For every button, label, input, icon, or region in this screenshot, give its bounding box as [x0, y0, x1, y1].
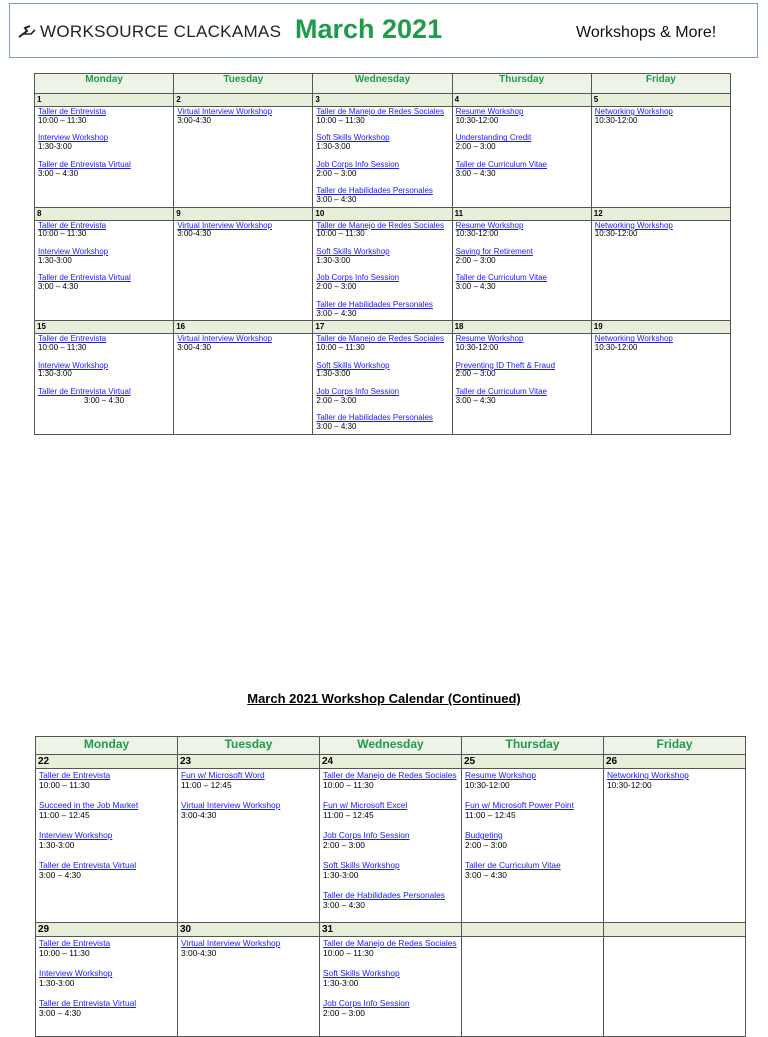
weekday-header: Wednesday: [313, 74, 452, 94]
workshop-link[interactable]: Fun w/ Microsoft Power Point: [465, 800, 574, 810]
workshop-link[interactable]: Virtual Interview Workshop: [177, 220, 273, 230]
workshop-time: 1:30-3:00: [316, 369, 351, 379]
date-number: 16: [174, 321, 313, 334]
day-cell: [452, 107, 591, 208]
workshop-time: 10:30-12:00: [455, 229, 499, 239]
workshop-event: [595, 108, 728, 125]
workshop-time: 1:30-3:00: [39, 978, 75, 988]
date-number: 11: [452, 207, 591, 220]
calendar-march-1: [34, 73, 731, 435]
workshop-time: 1:30-3:00: [38, 142, 72, 152]
weekday-header: Thursday: [462, 737, 604, 755]
workshop-link[interactable]: Succeed in the Job Market: [39, 800, 139, 810]
workshop-event: [595, 222, 728, 239]
workshop-event: [38, 134, 171, 151]
workshop-link[interactable]: Budgeting: [465, 830, 503, 840]
workshop-time: 10:00 – 11:30: [316, 115, 365, 125]
workshop-time: 2:00 – 3:00: [316, 395, 357, 405]
workshop-event: [607, 770, 743, 790]
day-cell: [452, 334, 591, 435]
workshop-time: 10:00 – 11:30: [323, 780, 374, 790]
workshop-time: 3:00-4:30: [177, 115, 211, 125]
workshop-time: 10:00 – 11:30: [316, 342, 365, 352]
workshop-link[interactable]: Job Corps Info Session: [323, 830, 410, 840]
date-row: [36, 923, 746, 937]
date-number: 23: [178, 755, 320, 769]
date-number: 9: [174, 207, 313, 220]
workshop-link[interactable]: Saving for Retirement: [455, 247, 533, 257]
workshop-event: [456, 108, 589, 125]
workshop-link[interactable]: Job Corps Info Session: [323, 998, 410, 1008]
workshop-link[interactable]: Fun w/ Microsoft Excel: [323, 800, 408, 810]
workshop-event: [316, 248, 449, 265]
logo-text: WORKSOURCE CLACKAMAS: [40, 22, 282, 41]
workshop-event: [316, 362, 449, 379]
workshop-time: 3:00 – 4:30: [316, 194, 357, 204]
workshop-link[interactable]: Job Corps Info Session: [316, 273, 400, 283]
day-cell: [174, 107, 313, 208]
workshop-time: 10:00 – 11:30: [38, 115, 87, 125]
date-row: [35, 207, 731, 220]
workshop-event: [38, 362, 171, 379]
workshop-event: [39, 860, 175, 880]
page-title: March 2021: [295, 14, 443, 44]
workshop-event: [456, 248, 589, 265]
date-number: 26: [604, 755, 746, 769]
workshop-time: 11:00 – 12:45: [39, 810, 90, 820]
workshop-time: 10:00 – 11:30: [39, 780, 90, 790]
workshop-link[interactable]: Taller de Curriculum Vitae: [455, 387, 548, 397]
workshop-time: 10:30-12:00: [594, 115, 638, 125]
workshop-time: 3:00 – 4:30: [316, 308, 357, 318]
workshop-time: 2:00 – 3:00: [323, 1008, 365, 1018]
day-cell: [462, 769, 604, 923]
workshop-time: 1:30-3:00: [38, 255, 72, 265]
workshop-time: 2:00 – 3:00: [316, 168, 357, 178]
workshop-time: 2:00 – 3:00: [316, 282, 357, 292]
date-number: 5: [591, 94, 730, 107]
workshop-link[interactable]: Taller de Habilidades Personales: [316, 186, 433, 196]
workshop-event: [39, 968, 175, 988]
workshop-event: [177, 222, 310, 239]
workshop-link[interactable]: Taller de Curriculum Vitae: [455, 273, 548, 283]
workshop-event: [181, 800, 317, 820]
day-cell: [313, 107, 452, 208]
workshop-link[interactable]: Taller de Entrevista Virtual: [38, 273, 131, 283]
workshop-link[interactable]: Taller de Entrevista: [38, 107, 107, 116]
workshop-link[interactable]: Taller de Manejo de Redes Sociales: [316, 220, 445, 230]
workshop-event: [316, 274, 449, 291]
workshop-link[interactable]: Resume Workshop: [455, 107, 524, 116]
weekday-header: Monday: [36, 737, 178, 755]
workshop-time: 1:30-3:00: [323, 870, 359, 880]
workshop-link[interactable]: Job Corps Info Session: [316, 387, 400, 397]
events-row: [35, 220, 731, 321]
workshop-time: 11:00 – 12:45: [181, 780, 232, 790]
workshop-time: 3:00 – 4:30: [38, 282, 79, 292]
workshop-link[interactable]: Taller de Manejo de Redes Sociales: [323, 938, 457, 948]
date-number: 19: [591, 321, 730, 334]
workshop-time: 3:00 – 4:30: [84, 395, 125, 405]
workshop-time: 2:00 – 3:00: [323, 840, 365, 850]
workshop-link[interactable]: Resume Workshop: [465, 770, 537, 780]
workshop-event: [38, 108, 171, 125]
workshop-link[interactable]: Job Corps Info Session: [316, 159, 400, 169]
workshop-event: [316, 335, 449, 352]
workshop-time: 3:00 – 4:30: [455, 395, 496, 405]
events-row: [36, 769, 746, 923]
day-cell: [452, 220, 591, 321]
workshop-time: 2:00 – 3:00: [465, 840, 507, 850]
workshop-event: [465, 860, 601, 880]
workshop-link[interactable]: Interview Workshop: [38, 360, 109, 370]
workshop-event: [456, 134, 589, 151]
workshop-event: [323, 800, 459, 820]
workshop-link[interactable]: Taller de Entrevista: [38, 220, 107, 230]
workshop-link[interactable]: Soft Skills Workshop: [316, 247, 390, 257]
workshop-link[interactable]: Soft Skills Workshop: [323, 968, 400, 978]
workshop-link[interactable]: Virtual Interview Workshop: [177, 334, 273, 344]
workshop-event: [456, 362, 589, 379]
day-cell: [320, 769, 462, 923]
date-number: 24: [320, 755, 462, 769]
workshop-link[interactable]: Taller de Habilidades Personales: [323, 890, 445, 900]
workshop-link[interactable]: Taller de Entrevista Virtual: [38, 159, 131, 169]
date-number: 12: [591, 207, 730, 220]
weekday-header: Wednesday: [320, 737, 462, 755]
workshop-time: 10:30-12:00: [594, 342, 638, 352]
day-cell: [320, 937, 462, 1037]
day-cell: [35, 220, 174, 321]
day-cell: [591, 220, 730, 321]
workshop-event: [39, 830, 175, 850]
day-cell: [604, 937, 746, 1037]
workshop-time: 10:30-12:00: [607, 780, 652, 790]
date-number: 18: [452, 321, 591, 334]
workshop-event: [39, 998, 175, 1018]
date-number: 31: [320, 923, 462, 937]
date-number: 1: [35, 94, 174, 107]
events-row: [36, 937, 746, 1037]
day-cell: [174, 220, 313, 321]
workshop-event: [39, 938, 175, 958]
workshop-link[interactable]: Taller de Entrevista Virtual: [39, 860, 137, 870]
workshop-event: [38, 161, 171, 178]
workshop-link[interactable]: Soft Skills Workshop: [316, 133, 390, 143]
day-cell: [313, 220, 452, 321]
workshop-time: 2:00 – 3:00: [455, 255, 496, 265]
workshop-event: [323, 998, 459, 1018]
workshop-link[interactable]: Interview Workshop: [38, 247, 109, 257]
date-number: 30: [178, 923, 320, 937]
workshop-link[interactable]: Networking Workshop: [594, 107, 673, 116]
day-cell: [174, 334, 313, 435]
date-number: 25: [462, 755, 604, 769]
logo: [18, 22, 281, 42]
workshop-time: 3:00 – 4:30: [316, 422, 357, 432]
workshop-link[interactable]: Taller de Curriculum Vitae: [455, 159, 548, 169]
workshop-time: 10:00 – 11:30: [323, 948, 374, 958]
workshop-event: [456, 335, 589, 352]
events-row: [35, 107, 731, 208]
workshop-link[interactable]: Taller de Manejo de Redes Sociales: [316, 334, 445, 344]
day-cell: [462, 937, 604, 1037]
date-number: [604, 923, 746, 937]
workshop-time: 10:30-12:00: [455, 115, 499, 125]
date-number: 29: [36, 923, 178, 937]
workshop-event: [38, 248, 171, 265]
day-cell: [591, 107, 730, 208]
date-row: [36, 755, 746, 769]
workshop-link[interactable]: Interview Workshop: [38, 133, 109, 143]
workshop-link[interactable]: Taller de Habilidades Personales: [316, 413, 433, 423]
workshop-time: 10:00 – 11:30: [38, 229, 87, 239]
workshop-link[interactable]: Virtual Interview Workshop: [177, 107, 273, 116]
workshop-event: [323, 860, 459, 880]
workshop-link[interactable]: Soft Skills Workshop: [323, 860, 400, 870]
workshop-time: 3:00-4:30: [181, 948, 217, 958]
workshop-time: 3:00-4:30: [181, 810, 217, 820]
workshop-event: [181, 770, 317, 790]
workshop-link[interactable]: Preventing ID Theft & Fraud: [455, 360, 556, 370]
workshop-time: 3:00 – 4:30: [39, 870, 81, 880]
workshop-time: 11:00 – 12:45: [323, 810, 374, 820]
day-cell: [35, 334, 174, 435]
date-number: 17: [313, 321, 452, 334]
workshop-event: [465, 830, 601, 850]
workshop-event: [456, 222, 589, 239]
workshop-time: 10:00 – 11:30: [316, 229, 365, 239]
page-header: [9, 3, 758, 58]
weekday-header: Friday: [604, 737, 746, 755]
workshop-event: [39, 770, 175, 790]
workshop-time: 1:30-3:00: [316, 142, 351, 152]
workshop-event: [316, 222, 449, 239]
workshop-link[interactable]: Interview Workshop: [39, 968, 113, 978]
workshop-link[interactable]: Taller de Entrevista: [38, 334, 107, 344]
day-cell: [591, 334, 730, 435]
workshop-event: [38, 222, 171, 239]
workshop-time: 10:30-12:00: [465, 780, 510, 790]
workshop-time: 3:00-4:30: [177, 229, 211, 239]
date-number: 3: [313, 94, 452, 107]
workshop-link[interactable]: Understanding Credit: [455, 133, 532, 143]
workshop-time: 10:30-12:00: [455, 342, 499, 352]
date-row: [35, 321, 731, 334]
workshop-event: [316, 108, 449, 125]
workshop-event: [316, 134, 449, 151]
workshop-time: 3:00-4:30: [177, 342, 211, 352]
tagline: Workshops & More!: [576, 24, 717, 41]
workshop-link[interactable]: Fun w/ Microsoft Word: [181, 770, 265, 780]
weekday-header: Thursday: [452, 74, 591, 94]
workshop-time: 10:00 – 11:30: [39, 948, 90, 958]
workshop-link[interactable]: Taller de Entrevista Virtual: [39, 998, 137, 1008]
continued-title: March 2021 Workshop Calendar (Continued): [247, 691, 521, 706]
workshop-event: [323, 968, 459, 988]
workshop-link[interactable]: Taller de Manejo de Redes Sociales: [323, 770, 457, 780]
workshop-event: [181, 938, 317, 958]
workshop-link[interactable]: Virtual Interview Workshop: [181, 800, 281, 810]
workshop-link[interactable]: Taller de Entrevista: [39, 938, 111, 948]
workshop-link[interactable]: Networking Workshop: [594, 334, 673, 344]
workshop-event: [323, 830, 459, 850]
date-number: 8: [35, 207, 174, 220]
day-cell: [36, 769, 178, 923]
weekday-header-row: [36, 737, 746, 755]
date-number: 4: [452, 94, 591, 107]
workshop-link[interactable]: Taller de Manejo de Redes Sociales: [316, 107, 445, 116]
workshop-event: [456, 388, 589, 405]
workshop-link[interactable]: Networking Workshop: [594, 220, 673, 230]
workshop-time: 3:00 – 4:30: [455, 282, 496, 292]
workshop-time: 3:00 – 4:30: [39, 1008, 81, 1018]
workshop-time: 10:30-12:00: [594, 229, 638, 239]
workshop-time: 11:00 – 12:45: [465, 810, 516, 820]
date-number: 22: [36, 755, 178, 769]
workshop-link[interactable]: Taller de Curriculum Vitae: [465, 860, 561, 870]
weekday-header: Friday: [591, 74, 730, 94]
workshop-link[interactable]: Taller de Habilidades Personales: [316, 299, 433, 309]
workshop-link[interactable]: Soft Skills Workshop: [316, 360, 390, 370]
worksource-logo-icon: [18, 25, 36, 39]
workshop-link[interactable]: Interview Workshop: [39, 830, 113, 840]
workshop-event: [177, 108, 310, 125]
workshop-link[interactable]: Taller de Entrevista: [39, 770, 111, 780]
workshop-link[interactable]: Virtual Interview Workshop: [181, 938, 281, 948]
workshop-time: 2:00 – 3:00: [455, 142, 496, 152]
workshop-event: [316, 388, 449, 405]
workshop-event: [595, 335, 728, 352]
date-number: 10: [313, 207, 452, 220]
workshop-time: 3:00 – 4:30: [38, 168, 79, 178]
workshop-time: 3:00 – 4:30: [323, 900, 365, 910]
date-number: 2: [174, 94, 313, 107]
workshop-event: [323, 938, 459, 958]
workshop-event: [323, 890, 459, 910]
workshop-time: 1:30-3:00: [39, 840, 75, 850]
calendar-march-continued: [35, 736, 746, 1037]
date-row: [35, 94, 731, 107]
day-cell: [178, 937, 320, 1037]
workshop-event: [38, 274, 171, 291]
workshop-event: [316, 187, 449, 204]
workshop-event: [316, 414, 449, 431]
workshop-link[interactable]: Networking Workshop: [607, 770, 689, 780]
workshop-event: [177, 335, 310, 352]
workshop-event: [465, 800, 601, 820]
workshop-event: [456, 274, 589, 291]
workshop-link[interactable]: Taller de Entrevista Virtual: [38, 387, 131, 397]
workshop-event: [323, 770, 459, 790]
workshop-event: [316, 161, 449, 178]
weekday-header: Tuesday: [174, 74, 313, 94]
workshop-event: [456, 161, 589, 178]
workshop-event: [465, 770, 601, 790]
events-row: [35, 334, 731, 435]
date-number: 15: [35, 321, 174, 334]
workshop-event: [38, 335, 171, 352]
workshop-time: 1:30-3:00: [316, 255, 351, 265]
workshop-time: 1:30-3:00: [38, 369, 72, 379]
workshop-time: 10:00 – 11:30: [38, 342, 87, 352]
weekday-header: Tuesday: [178, 737, 320, 755]
workshop-time: 3:00 – 4:30: [465, 870, 507, 880]
day-cell: [604, 769, 746, 923]
workshop-time: 2:00 – 3:00: [455, 369, 496, 379]
day-cell: [178, 769, 320, 923]
day-cell: [36, 937, 178, 1037]
workshop-event: [316, 301, 449, 318]
weekday-header-row: [35, 74, 731, 94]
day-cell: [313, 334, 452, 435]
weekday-header: Monday: [35, 74, 174, 94]
date-number: [462, 923, 604, 937]
workshop-time: 3:00 – 4:30: [455, 168, 496, 178]
workshop-link[interactable]: Resume Workshop: [455, 334, 524, 344]
day-cell: [35, 107, 174, 208]
workshop-link[interactable]: Resume Workshop: [455, 220, 524, 230]
workshop-event: [39, 800, 175, 820]
workshop-time: 1:30-3:00: [323, 978, 359, 988]
workshop-event: [38, 388, 171, 405]
